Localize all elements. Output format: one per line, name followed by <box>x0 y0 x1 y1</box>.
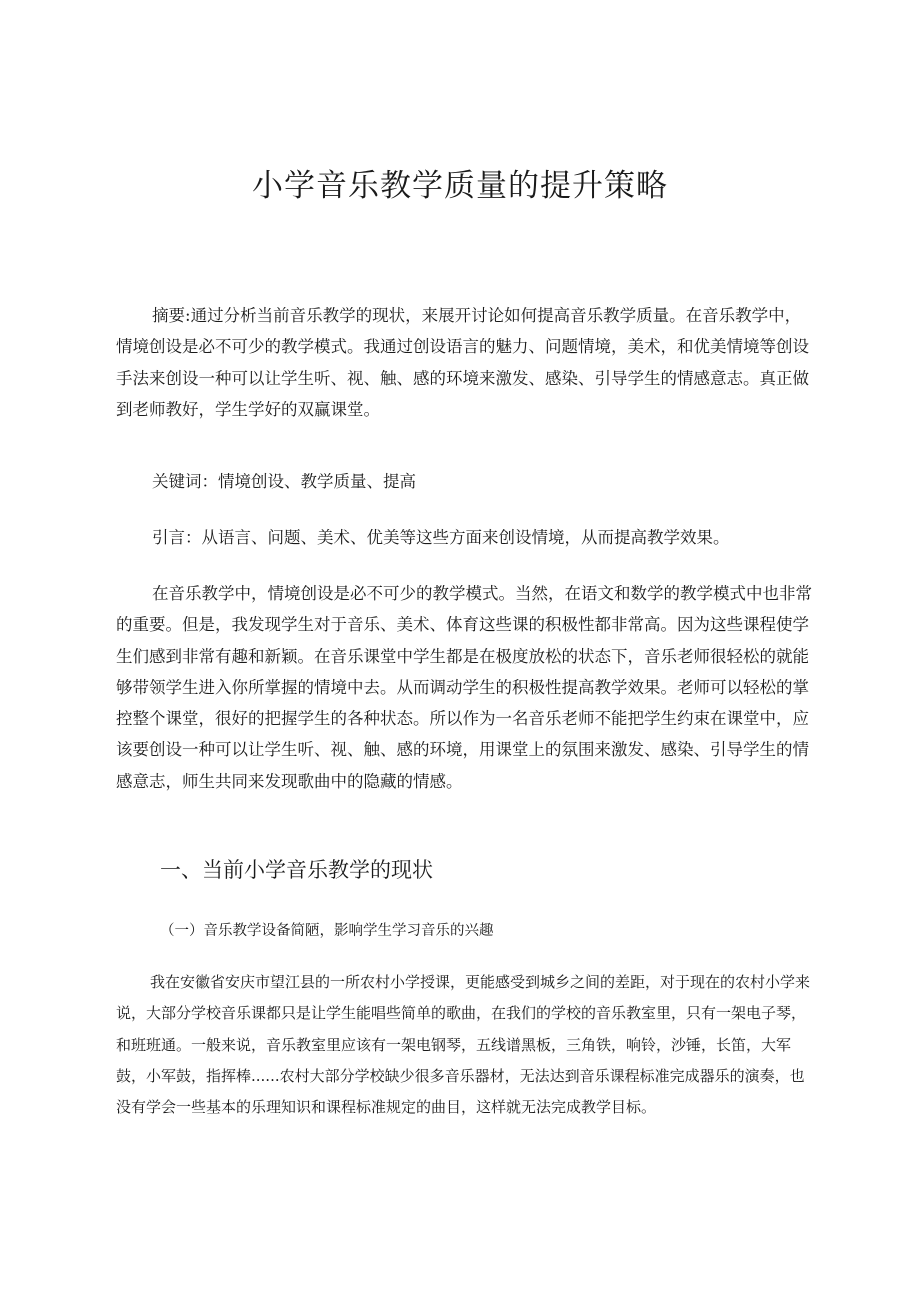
subsection-heading-1: （一）音乐教学设备简陋，影响学生学习音乐的兴趣 <box>160 923 494 939</box>
abstract-text: 通过分析当前音乐教学的现状，来展开讨论如何提高音乐教学质量。在音乐教学中，情境创设是必不可少的教学模式。我通过创设语言的魅力、问题情境，美术，和优美情境等创设手法来创设一种可以让学生听、视、触、感的环境来激发、感染、引导学生的情感意志。真正做到老师教好，学生学好的双赢课堂。 <box>116 306 809 419</box>
abstract-paragraph <box>116 300 816 425</box>
abstract-label: 摘要: <box>152 306 191 325</box>
document-title: 小学音乐教学质量的提升策略 <box>252 168 668 204</box>
keywords-label: 关键词： <box>152 472 218 491</box>
body-paragraph-2: 我在安徽省安庆市望江县的一所农村小学授课，更能感受到城乡之间的差距，对于现在的农村小学来说，大部分学校音乐课都只是让学生能唱些简单的歌曲，在我们的学校的音乐教室里，只有一架电子琴，和班班通。一般来说，音乐教室里应该有一架电钢琴，五线谱黑板，三角铁，响铃，沙锤，长笛，大军鼓，小军鼓，指挥棒......农村大部分学校缺少很多音乐器材，无法达到音乐课程标准完成器乐的演奏，也没有学会一些基本的乐理知识和课程标准规定的曲目，这样就无法完成教学目标。 <box>116 973 811 1117</box>
keywords-text: 情境创设、教学质量、提高 <box>218 472 416 491</box>
intro-label: 引言： <box>152 528 202 547</box>
keywords-paragraph <box>116 466 816 497</box>
section-heading-1: 一、当前小学音乐教学的现状 <box>160 858 433 882</box>
intro-text: 从语言、问题、美术、优美等这些方面来创设情境，从而提高教学效果。 <box>201 528 730 547</box>
body-paragraph-1: 在音乐教学中，情境创设是必不可少的教学模式。当然，在语文和数学的教学模式中也非常的重要。但是，我发现学生对于音乐、美术、体育这些课的积极性都非常高。因为这些课程使学生们感到非常有趣和新颖。在音乐课堂中学生都是在极度放松的状态下，音乐老师很轻松的就能够带领学生进入你所掌握的情境中去。从而调动学生的积极性提高教学效果。老师可以轻松的掌控整个课堂，很好的把握学生的各种状态。所以作为一名音乐老师不能把学生约束在课堂中，应该要创设一种可以让学生听、视、触、感的环境，用课堂上的氛围来激发、感染、引导学生的情感意志，师生共同来发现歌曲中的隐藏的情感。 <box>116 584 812 791</box>
intro-paragraph <box>116 522 816 553</box>
